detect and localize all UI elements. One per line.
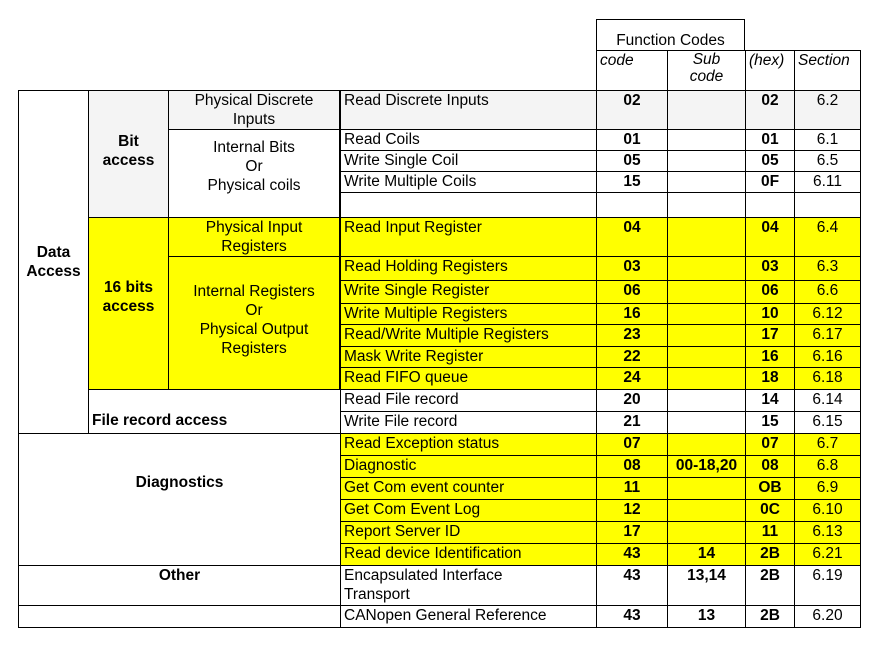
row-20-code: 43 (596, 565, 668, 606)
row-20-name (340, 565, 597, 606)
16-bits-line2: access (102, 297, 155, 315)
row-21-hex: 2B (745, 605, 795, 628)
blank-row-cell (794, 192, 861, 218)
row-6-sub (667, 256, 746, 281)
row-7-code: 06 (596, 280, 668, 304)
row-9-section: 6.17 (794, 324, 861, 347)
row-10-code: 22 (596, 346, 668, 368)
row-18-section: 6.13 (794, 521, 861, 544)
row-4-hex: 0F (745, 171, 795, 193)
row-11-name: Read FIFO queue (340, 367, 597, 390)
blank-row-cell (340, 192, 597, 218)
row-11-section: 6.18 (794, 367, 861, 390)
row-9-name: Read/Write Multiple Registers (340, 324, 597, 347)
other-group: Other (18, 565, 341, 606)
row-21-sub: 13 (667, 605, 746, 628)
row-16-sub (667, 477, 746, 500)
internal-regs-line2: Or (245, 302, 263, 319)
row-18-sub (667, 521, 746, 544)
row-21-code: 43 (596, 605, 668, 628)
internal-registers-group (168, 256, 340, 390)
row-3-section: 6.5 (794, 150, 861, 172)
row-8-name: Write Multiple Registers (340, 303, 597, 325)
row-1-sub (667, 90, 746, 130)
row-17-code: 12 (596, 499, 668, 522)
row-20-hex: 2B (745, 565, 795, 606)
row-18-hex: 11 (745, 521, 795, 544)
16-bits-line1: 16 bits (103, 278, 154, 296)
row-19-name: Read device Identification (340, 543, 597, 566)
row-15-code: 08 (596, 455, 668, 478)
row-9-code: 23 (596, 324, 668, 347)
row-13-sub (667, 411, 746, 434)
row-17-section: 6.10 (794, 499, 861, 522)
row-8-sub (667, 303, 746, 325)
internal-regs-line4: Registers (221, 340, 287, 357)
physical-input-registers-group (168, 217, 340, 257)
row-12-code: 20 (596, 389, 668, 412)
row-13-name: Write File record (340, 411, 597, 434)
row-14-hex: 07 (745, 433, 795, 456)
row-2-code: 01 (596, 129, 668, 151)
row-20-sub: 13,14 (667, 565, 746, 606)
row-14-sub (667, 433, 746, 456)
other-blank-cell (18, 605, 341, 628)
row-16-hex: OB (745, 477, 795, 500)
internal-bits-group (168, 129, 340, 218)
physical-discrete-line1: Physical Discrete (194, 92, 314, 109)
row-10-sub (667, 346, 746, 368)
row-20-name_line2: Transport (344, 586, 410, 603)
row-7-name: Write Single Register (340, 280, 597, 304)
row-3-sub (667, 150, 746, 172)
row-8-code: 16 (596, 303, 668, 325)
data-access-line1: Data (36, 244, 71, 261)
row-13-section: 6.15 (794, 411, 861, 434)
row-19-sub: 14 (667, 543, 746, 566)
row-19-code: 43 (596, 543, 668, 566)
row-13-hex: 15 (745, 411, 795, 434)
internal-bits-line3: Physical coils (207, 177, 301, 194)
row-9-hex: 17 (745, 324, 795, 347)
row-12-sub (667, 389, 746, 412)
row-12-name: Read File record (340, 389, 597, 412)
row-8-section: 6.12 (794, 303, 861, 325)
data-access-line2: Access (26, 263, 81, 280)
physical-discrete-inputs-group (168, 90, 340, 130)
row-5-hex: 04 (745, 217, 795, 257)
row-6-name: Read Holding Registers (340, 256, 597, 281)
row-15-sub: 00-18,20 (667, 455, 746, 478)
physical-input-line1: Physical Input (205, 219, 303, 236)
row-4-code: 15 (596, 171, 668, 193)
bit-access-line1: Bit (118, 133, 139, 150)
row-2-name: Read Coils (340, 129, 597, 151)
row-21-name: CANopen General Reference (340, 605, 597, 628)
row-17-name: Get Com Event Log (340, 499, 597, 522)
row-8-hex: 10 (745, 303, 795, 325)
row-7-hex: 06 (745, 280, 795, 304)
16-bits-access-group (88, 217, 169, 390)
row-3-code: 05 (596, 150, 668, 172)
row-14-code: 07 (596, 433, 668, 456)
row-1-code: 02 (596, 90, 668, 130)
row-4-section: 6.11 (794, 171, 861, 193)
row-16-code: 11 (596, 477, 668, 500)
hex-header: (hex) (745, 50, 795, 91)
bit-access-line2: access (102, 152, 155, 169)
row-21-section: 6.20 (794, 605, 861, 628)
row-12-section: 6.14 (794, 389, 861, 412)
code-header: code (596, 50, 668, 91)
row-2-hex: 01 (745, 129, 795, 151)
row-14-name: Read Exception status (340, 433, 597, 456)
row-5-code: 04 (596, 217, 668, 257)
row-11-code: 24 (596, 367, 668, 390)
blank-row-cell (596, 192, 668, 218)
row-15-name: Diagnostic (340, 455, 597, 478)
row-12-hex: 14 (745, 389, 795, 412)
row-7-section: 6.6 (794, 280, 861, 304)
row-19-section: 6.21 (794, 543, 861, 566)
blank-row-cell (745, 192, 795, 218)
row-20-name_line1: Encapsulated Interface (344, 567, 503, 584)
row-11-sub (667, 367, 746, 390)
row-7-sub (667, 280, 746, 304)
row-6-hex: 03 (745, 256, 795, 281)
row-13-code: 21 (596, 411, 668, 434)
sub-code-header-line2: code (689, 68, 724, 85)
row-1-hex: 02 (745, 90, 795, 130)
row-10-name: Mask Write Register (340, 346, 597, 368)
blank-row-cell (667, 192, 746, 218)
physical-discrete-line2: Inputs (232, 111, 276, 128)
row-5-sub (667, 217, 746, 257)
row-5-name: Read Input Register (340, 217, 597, 257)
row-3-hex: 05 (745, 150, 795, 172)
internal-regs-line3: Physical Output (199, 321, 309, 338)
row-16-name: Get Com event counter (340, 477, 597, 500)
sub-code-header (667, 50, 746, 91)
row-4-sub (667, 171, 746, 193)
data-access-group (18, 90, 89, 434)
row-18-code: 17 (596, 521, 668, 544)
row-10-hex: 16 (745, 346, 795, 368)
internal-bits-line2: Or (245, 158, 263, 175)
row-11-hex: 18 (745, 367, 795, 390)
row-1-section: 6.2 (794, 90, 861, 130)
row-17-sub (667, 499, 746, 522)
row-2-section: 6.1 (794, 129, 861, 151)
function-codes-header: Function Codes (596, 19, 745, 51)
row-3-name: Write Single Coil (340, 150, 597, 172)
row-6-code: 03 (596, 256, 668, 281)
sub-code-header-line1: Sub (692, 51, 721, 68)
row-18-name: Report Server ID (340, 521, 597, 544)
row-14-section: 6.7 (794, 433, 861, 456)
row-15-hex: 08 (745, 455, 795, 478)
row-17-hex: 0C (745, 499, 795, 522)
row-10-section: 6.16 (794, 346, 861, 368)
row-16-section: 6.9 (794, 477, 861, 500)
row-20-section: 6.19 (794, 565, 861, 606)
row-15-section: 6.8 (794, 455, 861, 478)
row-2-sub (667, 129, 746, 151)
file-record-access-group: File record access (88, 389, 341, 434)
diagnostics-group: Diagnostics (18, 433, 341, 566)
row-19-hex: 2B (745, 543, 795, 566)
row-6-section: 6.3 (794, 256, 861, 281)
row-1-name: Read Discrete Inputs (340, 90, 597, 130)
row-5-section: 6.4 (794, 217, 861, 257)
section-header: Section (794, 50, 861, 91)
physical-input-line2: Registers (221, 238, 287, 255)
internal-regs-line1: Internal Registers (193, 283, 315, 300)
row-9-sub (667, 324, 746, 347)
internal-bits-line1: Internal Bits (213, 139, 295, 156)
row-4-name: Write Multiple Coils (340, 171, 597, 193)
bit-access-group (88, 90, 169, 218)
